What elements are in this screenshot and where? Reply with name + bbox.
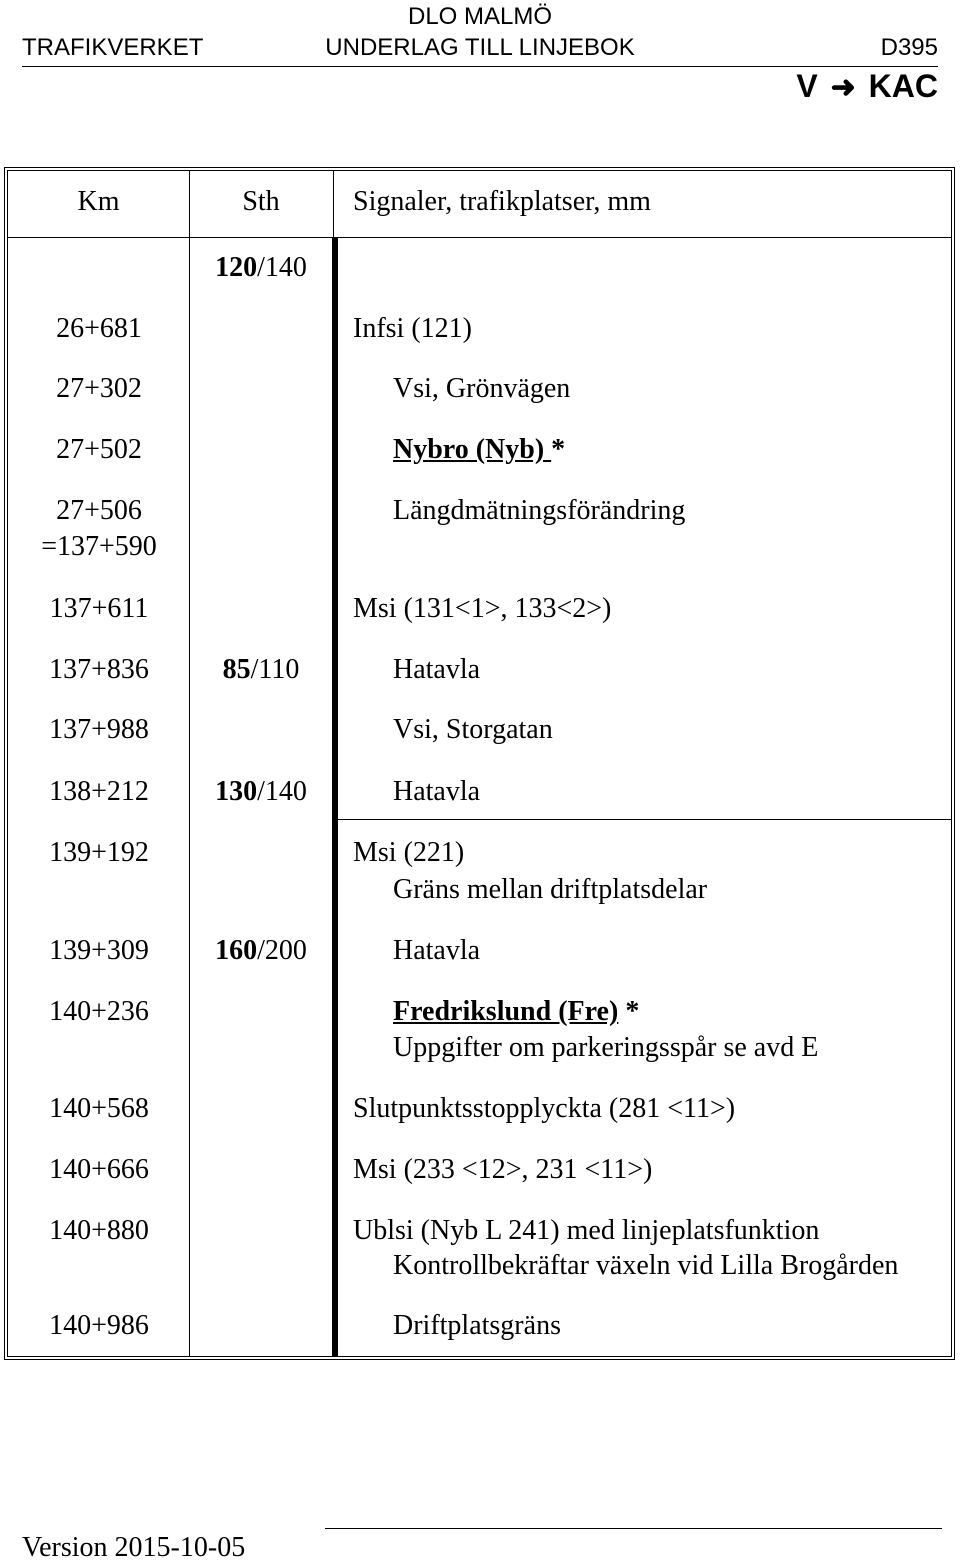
- speed-value: 120/140: [215, 252, 307, 283]
- document-title: UNDERLAG TILL LINJEBOK: [325, 34, 635, 61]
- signal-text-secondary: Gräns mellan driftplatsdelar: [393, 874, 708, 905]
- km-value: 140+666: [49, 1154, 149, 1185]
- km-value: 137+836: [49, 654, 149, 685]
- km-value: 140+986: [49, 1310, 149, 1341]
- station-name: Fredrikslund (Fre) *: [393, 996, 640, 1027]
- signal-text: Msi (233 <12>, 231 <11>): [353, 1154, 653, 1185]
- header-row-divider: [8, 237, 951, 238]
- signal-text: Vsi, Storgatan: [393, 714, 553, 745]
- route-from: V: [796, 68, 818, 104]
- signal-text: Hatavla: [393, 776, 481, 807]
- signal-text-secondary: Kontrollbekräftar växeln vid Lilla Brogården: [393, 1250, 899, 1281]
- signal-text: Driftplatsgräns: [393, 1310, 561, 1341]
- signal-text-secondary: Uppgifter om parkeringsspår se avd E: [393, 1032, 819, 1063]
- speed-value: 85/110: [222, 654, 300, 685]
- signal-text: Vsi, Grönvägen: [393, 373, 571, 404]
- line-table: [4, 167, 955, 1360]
- km-value: 140+568: [49, 1093, 149, 1124]
- arrow-right-icon: ➜: [830, 71, 856, 104]
- column-header-km: Km: [77, 186, 120, 217]
- column-header-signals: Signaler, trafikplatser, mm: [353, 186, 651, 217]
- station-name: Nybro (Nyb) *: [393, 434, 566, 465]
- km-value: 140+880: [49, 1215, 149, 1246]
- signal-text: Längdmätningsförändring: [393, 495, 686, 526]
- signal-text: Hatavla: [393, 935, 481, 966]
- signal-text: Hatavla: [393, 654, 481, 685]
- km-value: 139+309: [49, 935, 149, 966]
- km-value: 137+611: [49, 593, 149, 624]
- signal-text: Msi (221): [353, 837, 465, 868]
- header-rule: [22, 66, 938, 67]
- km-value: 27+302: [56, 373, 142, 404]
- section-divider: [333, 819, 951, 820]
- version-label: Version 2015-10-05: [22, 1532, 246, 1563]
- signal-text: Slutpunktsstopplyckta (281 <11>): [353, 1093, 736, 1124]
- km-value: 27+502: [56, 434, 142, 465]
- organization-name: TRAFIKVERKET: [22, 34, 204, 61]
- signal-text: Msi (131<1>, 133<2>): [353, 593, 612, 624]
- office-name: DLO MALMÖ: [407, 3, 553, 30]
- km-value: 138+212: [49, 776, 149, 807]
- km-value: 137+988: [49, 714, 149, 745]
- signal-text: Ublsi (Nyb L 241) med linjeplatsfunktion: [353, 1215, 820, 1246]
- route-label: [796, 68, 938, 106]
- signal-text: Infsi (121): [353, 313, 472, 344]
- km-value: 139+192: [49, 837, 149, 868]
- km-value: 140+236: [49, 996, 149, 1027]
- speed-value: 160/200: [215, 935, 307, 966]
- document-number: D395: [880, 34, 938, 61]
- km-value: 27+506: [56, 495, 142, 526]
- speed-value: 130/140: [215, 776, 307, 807]
- footer-rule: [325, 1528, 942, 1529]
- route-to: KAC: [868, 68, 938, 104]
- km-value-secondary: =137+590: [41, 531, 157, 562]
- km-value: 26+681: [56, 313, 142, 344]
- track-bar: [332, 237, 338, 1356]
- column-header-sth: Sth: [242, 186, 280, 217]
